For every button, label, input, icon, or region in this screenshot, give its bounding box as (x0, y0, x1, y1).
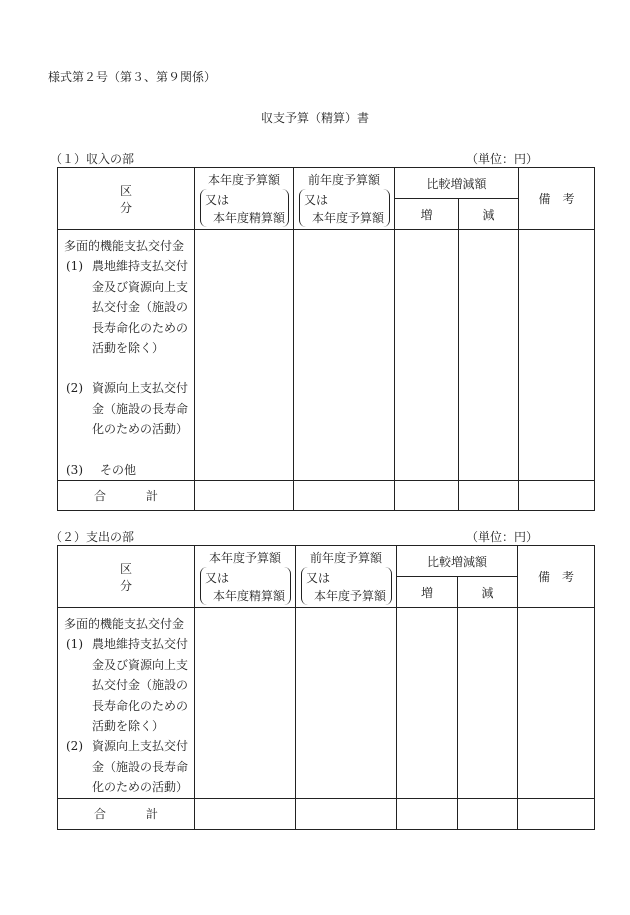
bracket: 又は 本年度予算額 (299, 189, 390, 227)
header-decrease: 減 (459, 199, 519, 230)
header-comparison: 比較増減額 (395, 168, 519, 199)
cell-increase[interactable] (395, 230, 459, 481)
header-decrease: 減 (458, 577, 518, 608)
total-decrease[interactable] (459, 481, 519, 511)
bracket: 又は 本年度予算額 (301, 567, 392, 605)
header-this-year-budget: 本年度予算額 又は 本年度精算額 (195, 168, 294, 230)
total-label: 合 計 (58, 798, 195, 829)
bracket: 又は 本年度精算額 (200, 189, 289, 227)
cell-amount-prev-year[interactable] (294, 230, 395, 481)
total-remarks[interactable] (518, 798, 595, 829)
total-amount-this-year[interactable] (195, 798, 296, 829)
total-increase[interactable] (397, 798, 458, 829)
header-prev-year-budget: 前年度予算額 又は 本年度予算額 (294, 168, 395, 230)
total-decrease[interactable] (458, 798, 518, 829)
income-unit-label: （単位：円） (466, 152, 539, 166)
header-prev-year-budget: 前年度予算額 又は 本年度予算額 (296, 546, 397, 608)
header-remarks: 備 考 (518, 546, 595, 608)
header-increase: 増 (395, 199, 459, 230)
header-increase: 増 (397, 577, 458, 608)
total-amount-this-year[interactable] (195, 481, 294, 511)
header-comparison: 比較増減額 (397, 546, 518, 577)
cell-increase[interactable] (397, 608, 458, 799)
cell-decrease[interactable] (459, 230, 519, 481)
total-amount-prev-year[interactable] (296, 798, 397, 829)
expense-table (57, 545, 595, 830)
total-label: 合 計 (58, 481, 195, 511)
income-table (57, 167, 595, 511)
item-root: 多面的機能支払交付金 (64, 617, 185, 631)
cell-amount-this-year[interactable] (195, 608, 296, 799)
document-title: 収支予算（精算）書 (260, 111, 369, 125)
bracket: 又は 本年度精算額 (200, 567, 291, 605)
total-amount-prev-year[interactable] (294, 481, 395, 511)
expense-items-cell (58, 608, 195, 799)
expense-section-label: （２）支出の部 (50, 530, 135, 544)
income-section-label: （１）収入の部 (50, 152, 135, 166)
income-items-cell (58, 230, 195, 481)
total-increase[interactable] (395, 481, 459, 511)
header-kubun: 区分 (58, 546, 195, 608)
cell-remarks[interactable] (519, 230, 595, 481)
header-remarks: 備 考 (519, 168, 595, 230)
form-number: 様式第２号（第３、第９関係） (48, 70, 217, 84)
item-2: (2) 資源向上支払交付 金（施設の長寿命 化のための活動） (66, 739, 189, 795)
item-2: (2) 資源向上支払交付 金（施設の長寿命 化のための活動） (66, 381, 189, 437)
header-this-year-budget: 本年度予算額 又は 本年度精算額 (195, 546, 296, 608)
header-kubun: 区分 (58, 168, 195, 230)
item-1: (1) 農地維持支払交付 金及び資源向上支 払交付金（施設の 長寿命化のための 活動を除く） (66, 637, 189, 734)
cell-amount-prev-year[interactable] (296, 608, 397, 799)
item-1: (1) 農地維持支払交付 金及び資源向上支 払交付金（施設の 長寿命化のための 活動を除く） (66, 259, 189, 356)
cell-amount-this-year[interactable] (195, 230, 294, 481)
cell-remarks[interactable] (518, 608, 595, 799)
cell-decrease[interactable] (458, 608, 518, 799)
total-remarks[interactable] (519, 481, 595, 511)
item-root: 多面的機能支払交付金 (64, 239, 185, 253)
item-3: (3) その他 (66, 462, 137, 477)
expense-unit-label: （単位：円） (466, 530, 539, 544)
